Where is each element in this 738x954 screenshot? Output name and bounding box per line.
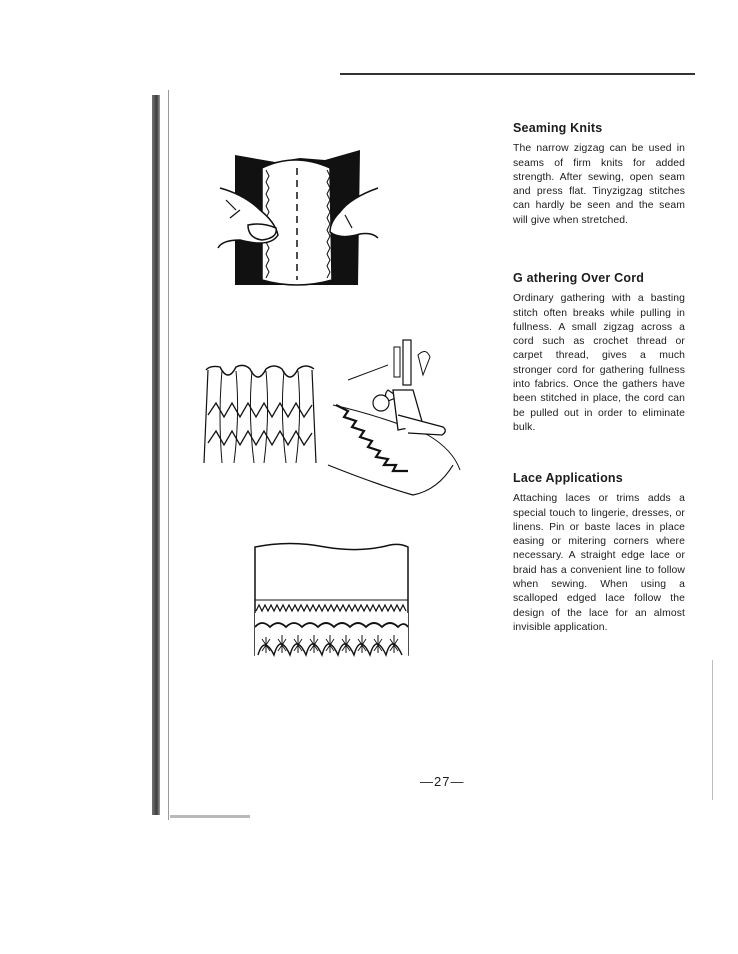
- page-number: —27—: [420, 774, 465, 789]
- section-heading: Lace Applications: [513, 471, 623, 485]
- page-edge-line: [168, 90, 169, 820]
- gathering-over-cord-illustration: [198, 335, 468, 505]
- bottom-smudge: [170, 815, 250, 818]
- knit-seam-illustration: [200, 140, 380, 290]
- section-body: The narrow zigzag can be used in seams of firm knits for added strength. After sewing, open seam and press flat. Tinyzigzag stitches can hardly be seen and the seam will give when stretched.: [513, 143, 685, 226]
- top-rule: [340, 73, 695, 75]
- section-body: Attaching laces or trims adds a special touch to lingerie, dresses, or linens. Pin or baste laces in place easing or mitering corners where necessary. A straight edge lace or braid has a convenient line to follow when sewing. When using a scalloped edged lace follow the design of the lace for an almost invisible application.: [513, 493, 685, 633]
- right-edge-line: [712, 660, 713, 800]
- section-body: Ordinary gathering with a basting stitch often breaks while pulling in fullness. A small zigzag across a cord such as crochet thread or carpet thread, gives a much stronger cord for gathering fullness into fabrics. Once the gathers have been stitched in place, the cord can be pulled out in order to eliminate bulk.: [513, 293, 685, 433]
- lace-application-illustration: [250, 535, 412, 665]
- section-lace-applications: [513, 471, 685, 635]
- section-seaming-knits: [513, 121, 685, 228]
- section-heading: Seaming Knits: [513, 121, 603, 135]
- section-heading: G athering Over Cord: [513, 271, 645, 285]
- section-gathering-over-cord: [513, 271, 685, 435]
- binding-shadow: [152, 95, 160, 815]
